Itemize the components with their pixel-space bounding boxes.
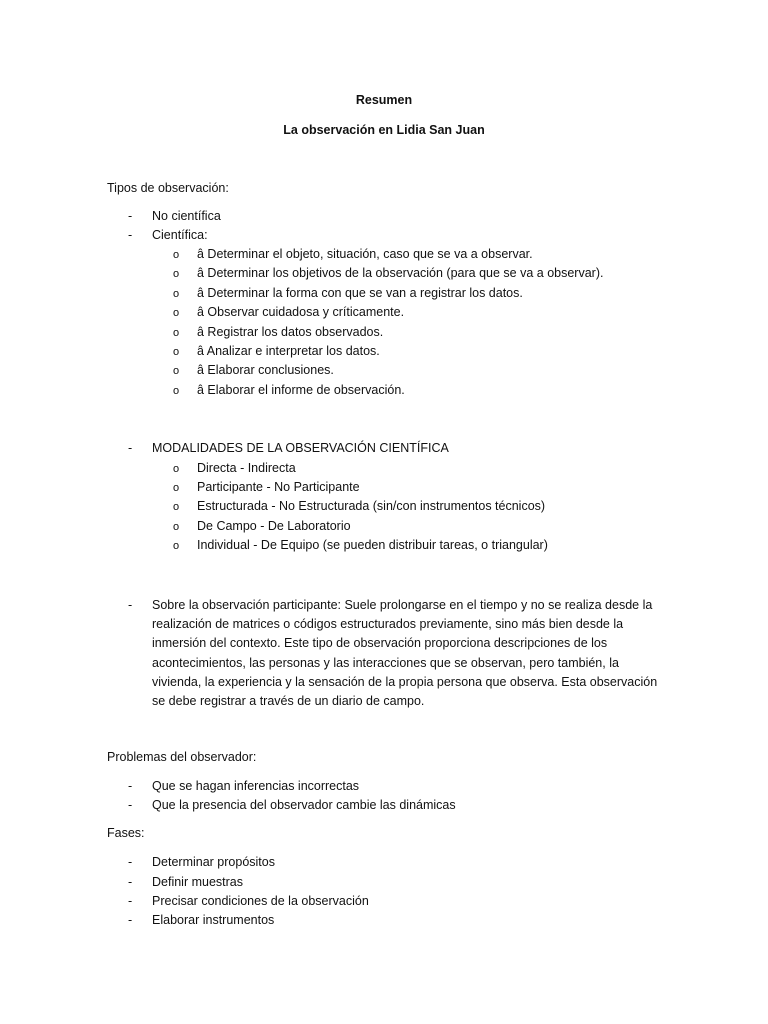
sub-list-item: â Elaborar conclusiones. xyxy=(197,363,334,377)
dash-marker: - xyxy=(128,779,133,793)
circle-bullet: o xyxy=(173,482,180,494)
dash-marker: - xyxy=(128,913,133,927)
sub-list-item: â Observar cuidadosa y críticamente. xyxy=(197,305,405,319)
circle-bullet: o xyxy=(173,365,180,377)
dash-marker: - xyxy=(128,441,133,455)
circle-bullet: o xyxy=(173,540,180,552)
circle-bullet: o xyxy=(173,288,180,300)
circle-bullet: o xyxy=(173,385,180,397)
sub-list-item: â Determinar la forma con que se van a registrar los datos. xyxy=(197,286,523,300)
dash-marker: - xyxy=(128,228,133,242)
document-title: Resumen xyxy=(355,93,413,107)
list-item: Precisar condiciones de la observación xyxy=(152,894,369,908)
sub-list-item: â Determinar los objetivos de la observación (para que se va a observar). xyxy=(197,266,604,280)
sub-list-item: Directa - Indirecta xyxy=(197,461,296,475)
sub-list-item: â Registrar los datos observados. xyxy=(197,325,384,339)
list-item: Que se hagan inferencias incorrectas xyxy=(152,779,360,793)
circle-bullet: o xyxy=(173,463,180,475)
sub-list-item: Individual - De Equipo (se pueden distribuir tareas, o triangular) xyxy=(197,538,548,552)
circle-bullet: o xyxy=(173,521,180,533)
section-heading-fases: Fases: xyxy=(107,826,145,840)
dash-marker: - xyxy=(128,209,133,223)
dash-marker: - xyxy=(128,894,133,908)
modalidades-heading: MODALIDADES DE LA OBSERVACIÓN CIENTÍFICA xyxy=(152,441,449,455)
circle-bullet: o xyxy=(173,307,180,319)
list-item: Elaborar instrumentos xyxy=(152,913,275,927)
dash-marker: - xyxy=(128,798,133,812)
circle-bullet: o xyxy=(173,327,180,339)
circle-bullet: o xyxy=(173,268,180,280)
dash-marker: - xyxy=(128,875,133,889)
list-item: Determinar propósitos xyxy=(152,855,275,869)
sub-list-item: â Determinar el objeto, situación, caso que se va a observar. xyxy=(197,247,533,261)
sub-list-item: Participante - No Participante xyxy=(197,480,360,494)
sub-list-item: â Analizar e interpretar los datos. xyxy=(197,344,380,358)
document-subtitle: La observación en Lidia San Juan xyxy=(283,123,485,137)
list-item: Científica: xyxy=(152,228,208,242)
list-item: Definir muestras xyxy=(152,875,243,889)
section-heading-problemas: Problemas del observador: xyxy=(107,750,257,764)
circle-bullet: o xyxy=(173,501,180,513)
section-heading-tipos: Tipos de observación: xyxy=(107,181,229,195)
sub-list-item: â Elaborar el informe de observación. xyxy=(197,383,405,397)
list-item: No científica xyxy=(152,209,221,223)
circle-bullet: o xyxy=(173,249,180,261)
sub-list-item: De Campo - De Laboratorio xyxy=(197,519,351,533)
sub-list-item: Estructurada - No Estructurada (sin/con instrumentos técnicos) xyxy=(197,499,546,513)
dash-marker: - xyxy=(128,855,133,869)
circle-bullet: o xyxy=(173,346,180,358)
dash-marker: - xyxy=(128,598,133,612)
list-item: Que la presencia del observador cambie las dinámicas xyxy=(152,798,456,812)
participante-paragraph: Sobre la observación participante: Suele prolongarse en el tiempo y no se realiza desde la realización de matrices o códigos estructurados previamente, sino más bien desde la inmersión del contexto. Este tipo de observación proporciona descripciones de los acontecimientos, las personas y las interacciones que se observan, pero también, la vivienda, la experiencia y la sensación de la propia persona que observa. Esta observación se debe registrar a través de un diario de campo. xyxy=(152,598,658,709)
